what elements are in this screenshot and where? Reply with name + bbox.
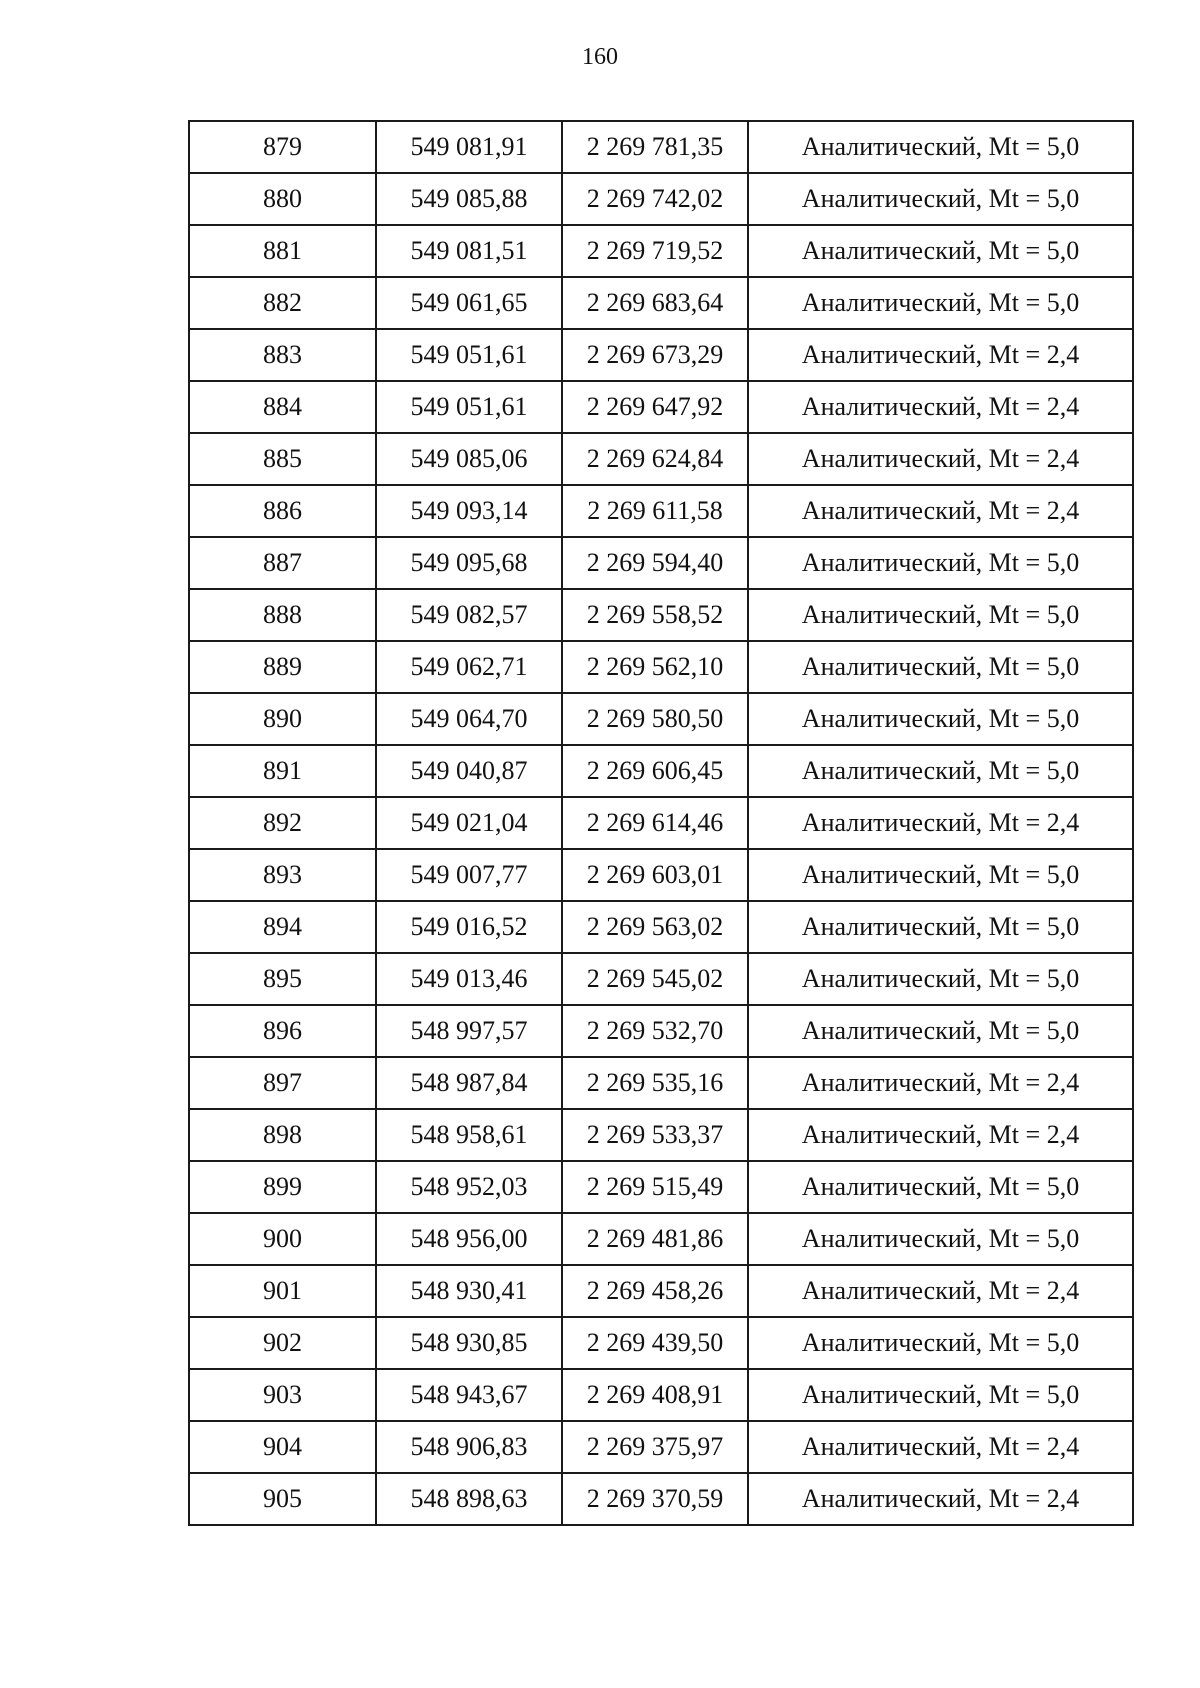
point-number-cell: 886 [189,485,376,537]
y-coordinate-cell: 2 269 624,84 [562,433,748,485]
table-row [189,121,1133,173]
method-cell: Аналитический, Mt = 2,4 [748,1421,1133,1473]
y-coordinate-cell: 2 269 647,92 [562,381,748,433]
point-number-cell: 903 [189,1369,376,1421]
y-coordinate-cell: 2 269 533,37 [562,1109,748,1161]
y-coordinate-cell: 2 269 611,58 [562,485,748,537]
y-coordinate-cell: 2 269 673,29 [562,329,748,381]
y-coordinate-cell: 2 269 481,86 [562,1213,748,1265]
table-row [189,1317,1133,1369]
table-row [189,173,1133,225]
table-row [189,641,1133,693]
y-coordinate-cell: 2 269 563,02 [562,901,748,953]
x-coordinate-cell: 548 906,83 [376,1421,562,1473]
table-row [189,693,1133,745]
y-coordinate-cell: 2 269 742,02 [562,173,748,225]
x-coordinate-cell: 549 016,52 [376,901,562,953]
point-number-cell: 899 [189,1161,376,1213]
point-number-cell: 881 [189,225,376,277]
y-coordinate-cell: 2 269 535,16 [562,1057,748,1109]
page-number: 160 [582,44,618,70]
table-row [189,1161,1133,1213]
point-number-cell: 898 [189,1109,376,1161]
x-coordinate-cell: 549 064,70 [376,693,562,745]
table-row [189,1005,1133,1057]
table-row [189,589,1133,641]
x-coordinate-cell: 548 930,41 [376,1265,562,1317]
method-cell: Аналитический, Mt = 5,0 [748,745,1133,797]
y-coordinate-cell: 2 269 781,35 [562,121,748,173]
y-coordinate-cell: 2 269 439,50 [562,1317,748,1369]
x-coordinate-cell: 549 062,71 [376,641,562,693]
point-number-cell: 890 [189,693,376,745]
method-cell: Аналитический, Mt = 5,0 [748,589,1133,641]
x-coordinate-cell: 549 081,91 [376,121,562,173]
y-coordinate-cell: 2 269 606,45 [562,745,748,797]
method-cell: Аналитический, Mt = 2,4 [748,329,1133,381]
y-coordinate-cell: 2 269 532,70 [562,1005,748,1057]
x-coordinate-cell: 549 085,88 [376,173,562,225]
point-number-cell: 893 [189,849,376,901]
method-cell: Аналитический, Mt = 5,0 [748,225,1133,277]
y-coordinate-cell: 2 269 408,91 [562,1369,748,1421]
point-number-cell: 887 [189,537,376,589]
table-row [189,1265,1133,1317]
y-coordinate-cell: 2 269 603,01 [562,849,748,901]
x-coordinate-cell: 549 082,57 [376,589,562,641]
x-coordinate-cell: 549 085,06 [376,433,562,485]
method-cell: Аналитический, Mt = 5,0 [748,121,1133,173]
method-cell: Аналитический, Mt = 5,0 [748,901,1133,953]
table-row [189,1421,1133,1473]
y-coordinate-cell: 2 269 545,02 [562,953,748,1005]
point-number-cell: 894 [189,901,376,953]
point-number-cell: 882 [189,277,376,329]
x-coordinate-cell: 549 095,68 [376,537,562,589]
point-number-cell: 880 [189,173,376,225]
method-cell: Аналитический, Mt = 5,0 [748,277,1133,329]
x-coordinate-cell: 549 051,61 [376,329,562,381]
x-coordinate-cell: 549 081,51 [376,225,562,277]
x-coordinate-cell: 548 958,61 [376,1109,562,1161]
y-coordinate-cell: 2 269 515,49 [562,1161,748,1213]
x-coordinate-cell: 548 898,63 [376,1473,562,1525]
table-row [189,277,1133,329]
point-number-cell: 885 [189,433,376,485]
method-cell: Аналитический, Mt = 2,4 [748,1109,1133,1161]
coordinates-table-body [189,121,1133,1525]
table-row [189,797,1133,849]
point-number-cell: 891 [189,745,376,797]
method-cell: Аналитический, Mt = 5,0 [748,1213,1133,1265]
y-coordinate-cell: 2 269 683,64 [562,277,748,329]
method-cell: Аналитический, Mt = 5,0 [748,1161,1133,1213]
point-number-cell: 892 [189,797,376,849]
y-coordinate-cell: 2 269 562,10 [562,641,748,693]
x-coordinate-cell: 549 061,65 [376,277,562,329]
y-coordinate-cell: 2 269 458,26 [562,1265,748,1317]
method-cell: Аналитический, Mt = 5,0 [748,1317,1133,1369]
point-number-cell: 904 [189,1421,376,1473]
table-row [189,1057,1133,1109]
table-row [189,381,1133,433]
point-number-cell: 901 [189,1265,376,1317]
point-number-cell: 900 [189,1213,376,1265]
x-coordinate-cell: 549 093,14 [376,485,562,537]
x-coordinate-cell: 549 013,46 [376,953,562,1005]
x-coordinate-cell: 549 021,04 [376,797,562,849]
point-number-cell: 905 [189,1473,376,1525]
method-cell: Аналитический, Mt = 5,0 [748,641,1133,693]
x-coordinate-cell: 549 040,87 [376,745,562,797]
x-coordinate-cell: 548 997,57 [376,1005,562,1057]
method-cell: Аналитический, Mt = 2,4 [748,797,1133,849]
coordinates-table [188,120,1134,1526]
point-number-cell: 902 [189,1317,376,1369]
point-number-cell: 879 [189,121,376,173]
method-cell: Аналитический, Mt = 5,0 [748,173,1133,225]
x-coordinate-cell: 548 956,00 [376,1213,562,1265]
y-coordinate-cell: 2 269 370,59 [562,1473,748,1525]
table-row [189,1369,1133,1421]
y-coordinate-cell: 2 269 580,50 [562,693,748,745]
method-cell: Аналитический, Mt = 5,0 [748,1005,1133,1057]
table-row [189,433,1133,485]
x-coordinate-cell: 548 952,03 [376,1161,562,1213]
table-row [189,225,1133,277]
point-number-cell: 883 [189,329,376,381]
y-coordinate-cell: 2 269 558,52 [562,589,748,641]
table-row [189,745,1133,797]
y-coordinate-cell: 2 269 719,52 [562,225,748,277]
table-row [189,953,1133,1005]
x-coordinate-cell: 549 051,61 [376,381,562,433]
x-coordinate-cell: 548 987,84 [376,1057,562,1109]
point-number-cell: 884 [189,381,376,433]
table-row [189,329,1133,381]
method-cell: Аналитический, Mt = 2,4 [748,1265,1133,1317]
table-row [189,1213,1133,1265]
table-row [189,537,1133,589]
point-number-cell: 896 [189,1005,376,1057]
table-row [189,485,1133,537]
y-coordinate-cell: 2 269 614,46 [562,797,748,849]
point-number-cell: 897 [189,1057,376,1109]
method-cell: Аналитический, Mt = 5,0 [748,537,1133,589]
y-coordinate-cell: 2 269 594,40 [562,537,748,589]
method-cell: Аналитический, Mt = 2,4 [748,485,1133,537]
table-row [189,1109,1133,1161]
method-cell: Аналитический, Mt = 2,4 [748,1473,1133,1525]
x-coordinate-cell: 548 943,67 [376,1369,562,1421]
table-row [189,1473,1133,1525]
point-number-cell: 888 [189,589,376,641]
x-coordinate-cell: 549 007,77 [376,849,562,901]
point-number-cell: 889 [189,641,376,693]
y-coordinate-cell: 2 269 375,97 [562,1421,748,1473]
method-cell: Аналитический, Mt = 5,0 [748,953,1133,1005]
point-number-cell: 895 [189,953,376,1005]
x-coordinate-cell: 548 930,85 [376,1317,562,1369]
method-cell: Аналитический, Mt = 5,0 [748,849,1133,901]
method-cell: Аналитический, Mt = 2,4 [748,381,1133,433]
table-row [189,849,1133,901]
method-cell: Аналитический, Mt = 5,0 [748,693,1133,745]
method-cell: Аналитический, Mt = 2,4 [748,433,1133,485]
method-cell: Аналитический, Mt = 2,4 [748,1057,1133,1109]
method-cell: Аналитический, Mt = 5,0 [748,1369,1133,1421]
table-row [189,901,1133,953]
